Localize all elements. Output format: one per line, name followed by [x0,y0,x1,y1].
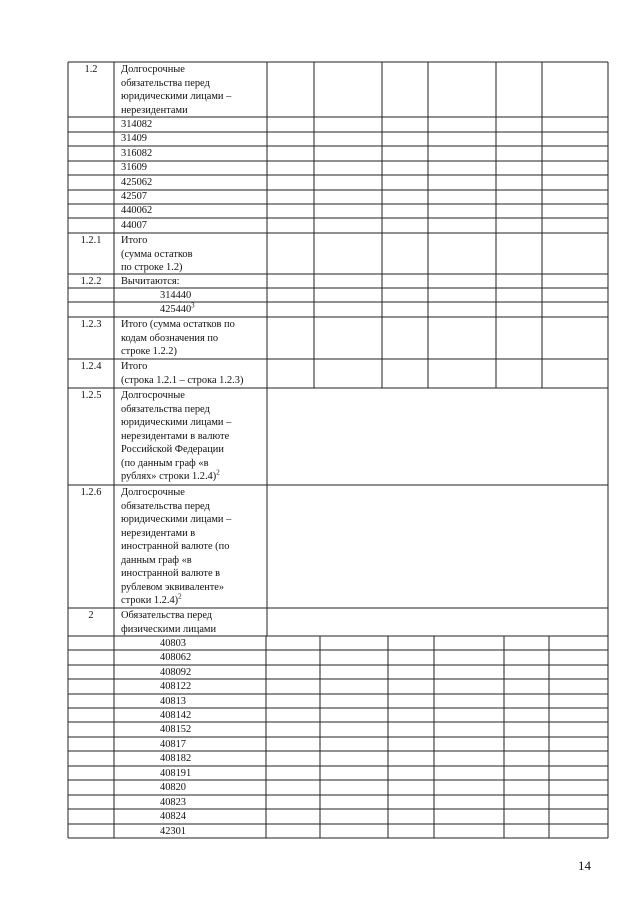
row-label-1-2-1: Итого (сумма остатков по строке 1.2) [121,235,193,273]
row-number-1-2-3: 1.2.3 [80,319,102,330]
footnote-mark: 3 [191,301,195,310]
code-cell: 408152 [160,724,192,735]
page-number: 14 [578,858,591,873]
row-number-1-2-1: 1.2.1 [80,235,102,246]
code-cell: 408182 [160,753,192,764]
code-cell: 314082 [121,119,153,130]
code-cell: 408122 [160,681,192,692]
footnote-mark: 2 [178,592,182,601]
row-label-1-2-3: Итого (сумма остатков по кодам обозначения по строке 1.2.2) [121,319,235,357]
code-cell: 408142 [160,710,192,721]
code-cell: 316082 [121,148,153,159]
footnote-mark: 2 [216,468,220,477]
code-cell: 314440 [160,290,192,301]
row-number-2: 2 [88,610,94,621]
row-number-1-2: 1.2 [84,64,98,75]
code-cell: 42507 [121,191,147,202]
row-label-2: Обязательства перед физическими лицами [121,610,217,635]
row-label-1-2-2: Вычитаются: [121,276,180,287]
code-cell: 40824 [160,811,186,822]
code-cell: 40803 [160,638,186,649]
code-cell: 42301 [160,826,186,837]
row-label-1-2-4: Итого (строка 1.2.1 – строка 1.2.3) [121,361,244,386]
row-label-1-2-6: Долгосрочные обязательства перед юридическими лицами – нерезидентами в иностранной валюте (по данным граф «в иностранной валюте в рублевом эквиваленте» строки 1.2.4)$^2$ [121,487,232,606]
code-cell: 40817 [160,739,186,750]
code-cell: 440062 [121,205,153,216]
row-label-1-2-5: Долгосрочные обязательства перед юридическими лицами – нерезидентами в валюте Российской Федерации (по данным граф «в рублях» строки 1.2.4)$^2$ [121,390,232,482]
code-cell: 425062 [121,177,153,188]
code-cell: 31609 [121,162,147,173]
row-label-1-2: Долгосрочные обязательства перед юридическими лицами – нерезидентами [121,64,232,116]
code-cell: 40823 [160,797,186,808]
row-number-1-2-5: 1.2.5 [80,390,102,401]
row-number-1-2-4: 1.2.4 [80,361,102,372]
code-cell: 31409 [121,133,147,144]
code-cell: 40813 [160,696,186,707]
code-cell: 40820 [160,782,186,793]
code-cell: 408092 [160,667,192,678]
code-cell: 425440$^3$ [160,301,195,315]
code-cell: 408062 [160,652,192,663]
code-cell: 44007 [121,220,147,231]
row-number-1-2-2: 1.2.2 [80,276,102,287]
code-cell: 408191 [160,768,192,779]
row-number-1-2-6: 1.2.6 [80,487,102,498]
